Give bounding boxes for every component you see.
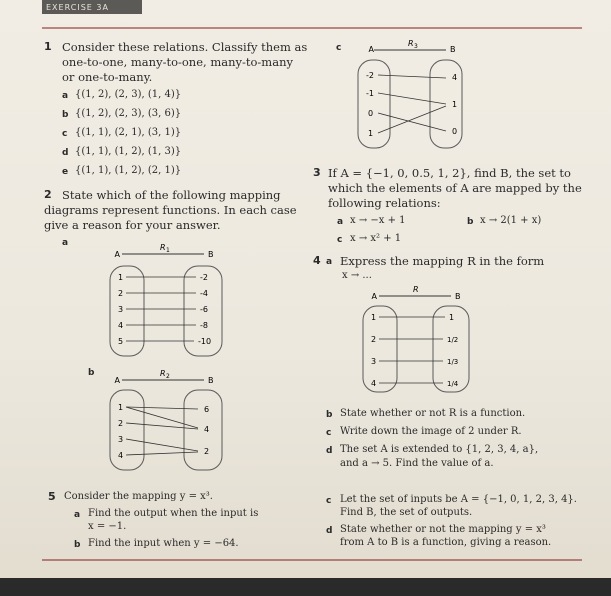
left-element: 1: [371, 313, 377, 322]
right-element: -2: [200, 273, 208, 282]
left-element: 4: [371, 379, 377, 388]
left-element: 3: [371, 357, 377, 366]
domain-label: A: [114, 250, 120, 259]
q3-line-3: following relations:: [328, 196, 441, 210]
q1-part-label: e: [62, 167, 69, 177]
q5d-line-2: from A to B is a function, giving a reason.: [340, 537, 552, 548]
q3-part-text: x → −x + 1: [350, 215, 406, 226]
exercise-header: [42, 0, 142, 14]
q1-part-text: {(1, 1), (2, 1), (3, 1)}: [75, 127, 182, 138]
exercise-tag: EXERCISE 3A: [46, 2, 109, 12]
q4b-line-1: State whether or not R is a function.: [340, 408, 526, 419]
left-element: 1: [368, 129, 374, 138]
q4a-line-1: Express the mapping R in the form: [340, 254, 545, 268]
screen-bottom-edge: [0, 578, 611, 596]
mapping-arrow: [126, 407, 198, 409]
right-element: 1/4: [447, 380, 459, 388]
q1-line-2: one-to-one, many-to-one, many-to-many: [62, 55, 293, 69]
right-element: 6: [204, 405, 210, 414]
q5c-line-1: Let the set of inputs be A = {−1, 0, 1, 2, 3, 4}.: [340, 494, 577, 505]
q2-line-1: State which of the following mapping: [62, 188, 281, 202]
q1-line-1: Consider these relations. Classify them as: [62, 40, 308, 54]
q1-part-label: c: [62, 129, 68, 139]
q1-part-label: b: [62, 110, 69, 120]
domain-oval: [110, 390, 144, 470]
domain-oval: [358, 60, 390, 148]
q4d-line-1: The set A is extended to {1, 2, 3, 4, a},: [340, 444, 539, 455]
relation-label: R: [408, 39, 414, 48]
right-element: 1/2: [447, 336, 459, 344]
q4a-label: a: [326, 257, 333, 267]
top-rule: [42, 27, 582, 29]
q1-part-label: d: [62, 148, 69, 158]
mapping-arrow: [126, 407, 198, 428]
right-element: 4: [452, 73, 458, 82]
relation-subscript: 3: [414, 43, 418, 50]
right-element: -4: [200, 289, 208, 298]
q3-part-label: c: [337, 235, 343, 245]
q3-part-label: a: [337, 217, 344, 227]
domain-oval: [110, 266, 144, 356]
q4-mapping-diagram: [355, 284, 485, 396]
q5a-line-1: Find the output when the input is: [88, 508, 259, 519]
left-element: 1: [118, 403, 124, 412]
q2b-label: b: [88, 368, 95, 378]
mapping-arrow: [378, 93, 446, 104]
left-element: 4: [118, 321, 124, 330]
left-element: -1: [366, 89, 374, 98]
domain-oval: [363, 306, 397, 392]
left-element: 2: [118, 419, 124, 428]
q2-line-3: give a reason for your answer.: [44, 218, 221, 232]
mapping-arrow: [126, 439, 198, 451]
left-element: 2: [371, 335, 377, 344]
mapping-arrow: [378, 75, 446, 78]
q3-part-label: b: [467, 217, 474, 227]
q5c-line-2: Find B, the set of outputs.: [340, 507, 473, 518]
domain-label: A: [371, 292, 377, 301]
relation-label: R: [413, 285, 419, 294]
left-element: 3: [118, 305, 124, 314]
q1-number: 1: [44, 40, 52, 53]
right-element: -8: [200, 321, 208, 330]
q5-intro: Consider the mapping y = x³.: [64, 491, 213, 502]
right-element: 1: [449, 313, 455, 322]
q2-line-2: diagrams represent functions. In each case: [44, 203, 297, 217]
q2a-mapping-diagram: [100, 238, 230, 358]
left-element: 4: [118, 451, 124, 460]
mapping-arrow: [126, 452, 198, 455]
left-element: 2: [118, 289, 124, 298]
right-element: 0: [452, 127, 458, 136]
q1c-label: c: [336, 43, 342, 53]
codomain-label: B: [208, 376, 214, 385]
q5-number: 5: [48, 490, 56, 503]
q3-number: 3: [313, 166, 321, 179]
q3-part-text: x → 2(1 + x): [480, 215, 542, 226]
left-element: 1: [118, 273, 124, 282]
q5d-label: d: [326, 526, 333, 536]
q1-part-label: a: [62, 91, 69, 101]
q5b-line-1: Find the input when y = −64.: [88, 538, 239, 549]
left-element: 0: [368, 109, 374, 118]
q4c-label: c: [326, 428, 332, 438]
q1-line-3: or one-to-many.: [62, 70, 153, 84]
mapping-arrow: [126, 423, 198, 429]
q3-line-2: which the elements of A are mapped by the: [328, 181, 582, 195]
q4a-line-2: x → ...: [342, 270, 372, 281]
left-element: -2: [366, 71, 374, 80]
left-element: 3: [118, 435, 124, 444]
codomain-label: B: [455, 292, 461, 301]
q1-part-text: {(1, 1), (1, 2), (2, 1)}: [75, 165, 182, 176]
q5b-label: b: [74, 540, 81, 550]
q3-line-1: If A = {−1, 0, 0.5, 1, 2}, find B, the set to: [328, 166, 571, 180]
right-element: -6: [200, 305, 208, 314]
mapping-arrow: [378, 106, 446, 133]
q5a-line-2: x = −1.: [88, 521, 127, 532]
codomain-label: B: [450, 45, 456, 54]
q4b-label: b: [326, 410, 333, 420]
q4d-label: d: [326, 446, 333, 456]
q5d-line-1: State whether or not the mapping y = x³: [340, 524, 546, 535]
left-element: 5: [118, 337, 124, 346]
domain-label: A: [368, 45, 374, 54]
q4c-line-1: Write down the image of 2 under R.: [340, 426, 522, 437]
q5a-label: a: [74, 510, 81, 520]
right-element: 1/3: [447, 358, 459, 366]
q4d-line-2: and a → 5. Find the value of a.: [340, 458, 494, 469]
q4-number: 4: [313, 254, 321, 267]
q2b-mapping-diagram: [100, 366, 230, 476]
relation-subscript: 1: [166, 247, 170, 254]
right-element: 1: [452, 100, 458, 109]
q1c-mapping-diagram: [350, 38, 470, 150]
relation-label: R: [160, 369, 166, 378]
right-element: 2: [204, 447, 210, 456]
codomain-oval: [184, 390, 222, 470]
q1-part-text: {(1, 2), (2, 3), (3, 6)}: [75, 108, 182, 119]
bottom-rule: [42, 559, 582, 561]
q3-part-text: x → x² + 1: [350, 233, 402, 244]
q2a-label: a: [62, 238, 69, 248]
q2-number: 2: [44, 188, 52, 201]
q1-part-text: {(1, 2), (2, 3), (1, 4)}: [75, 89, 182, 100]
q5c-label: c: [326, 496, 332, 506]
mapping-arrow: [378, 113, 446, 131]
right-element: -10: [198, 337, 212, 346]
relation-subscript: 2: [166, 373, 170, 380]
domain-label: A: [114, 376, 120, 385]
relation-label: R: [160, 243, 166, 252]
right-element: 4: [204, 425, 210, 434]
codomain-label: B: [208, 250, 214, 259]
q1-part-text: {(1, 1), (1, 2), (1, 3)}: [75, 146, 182, 157]
